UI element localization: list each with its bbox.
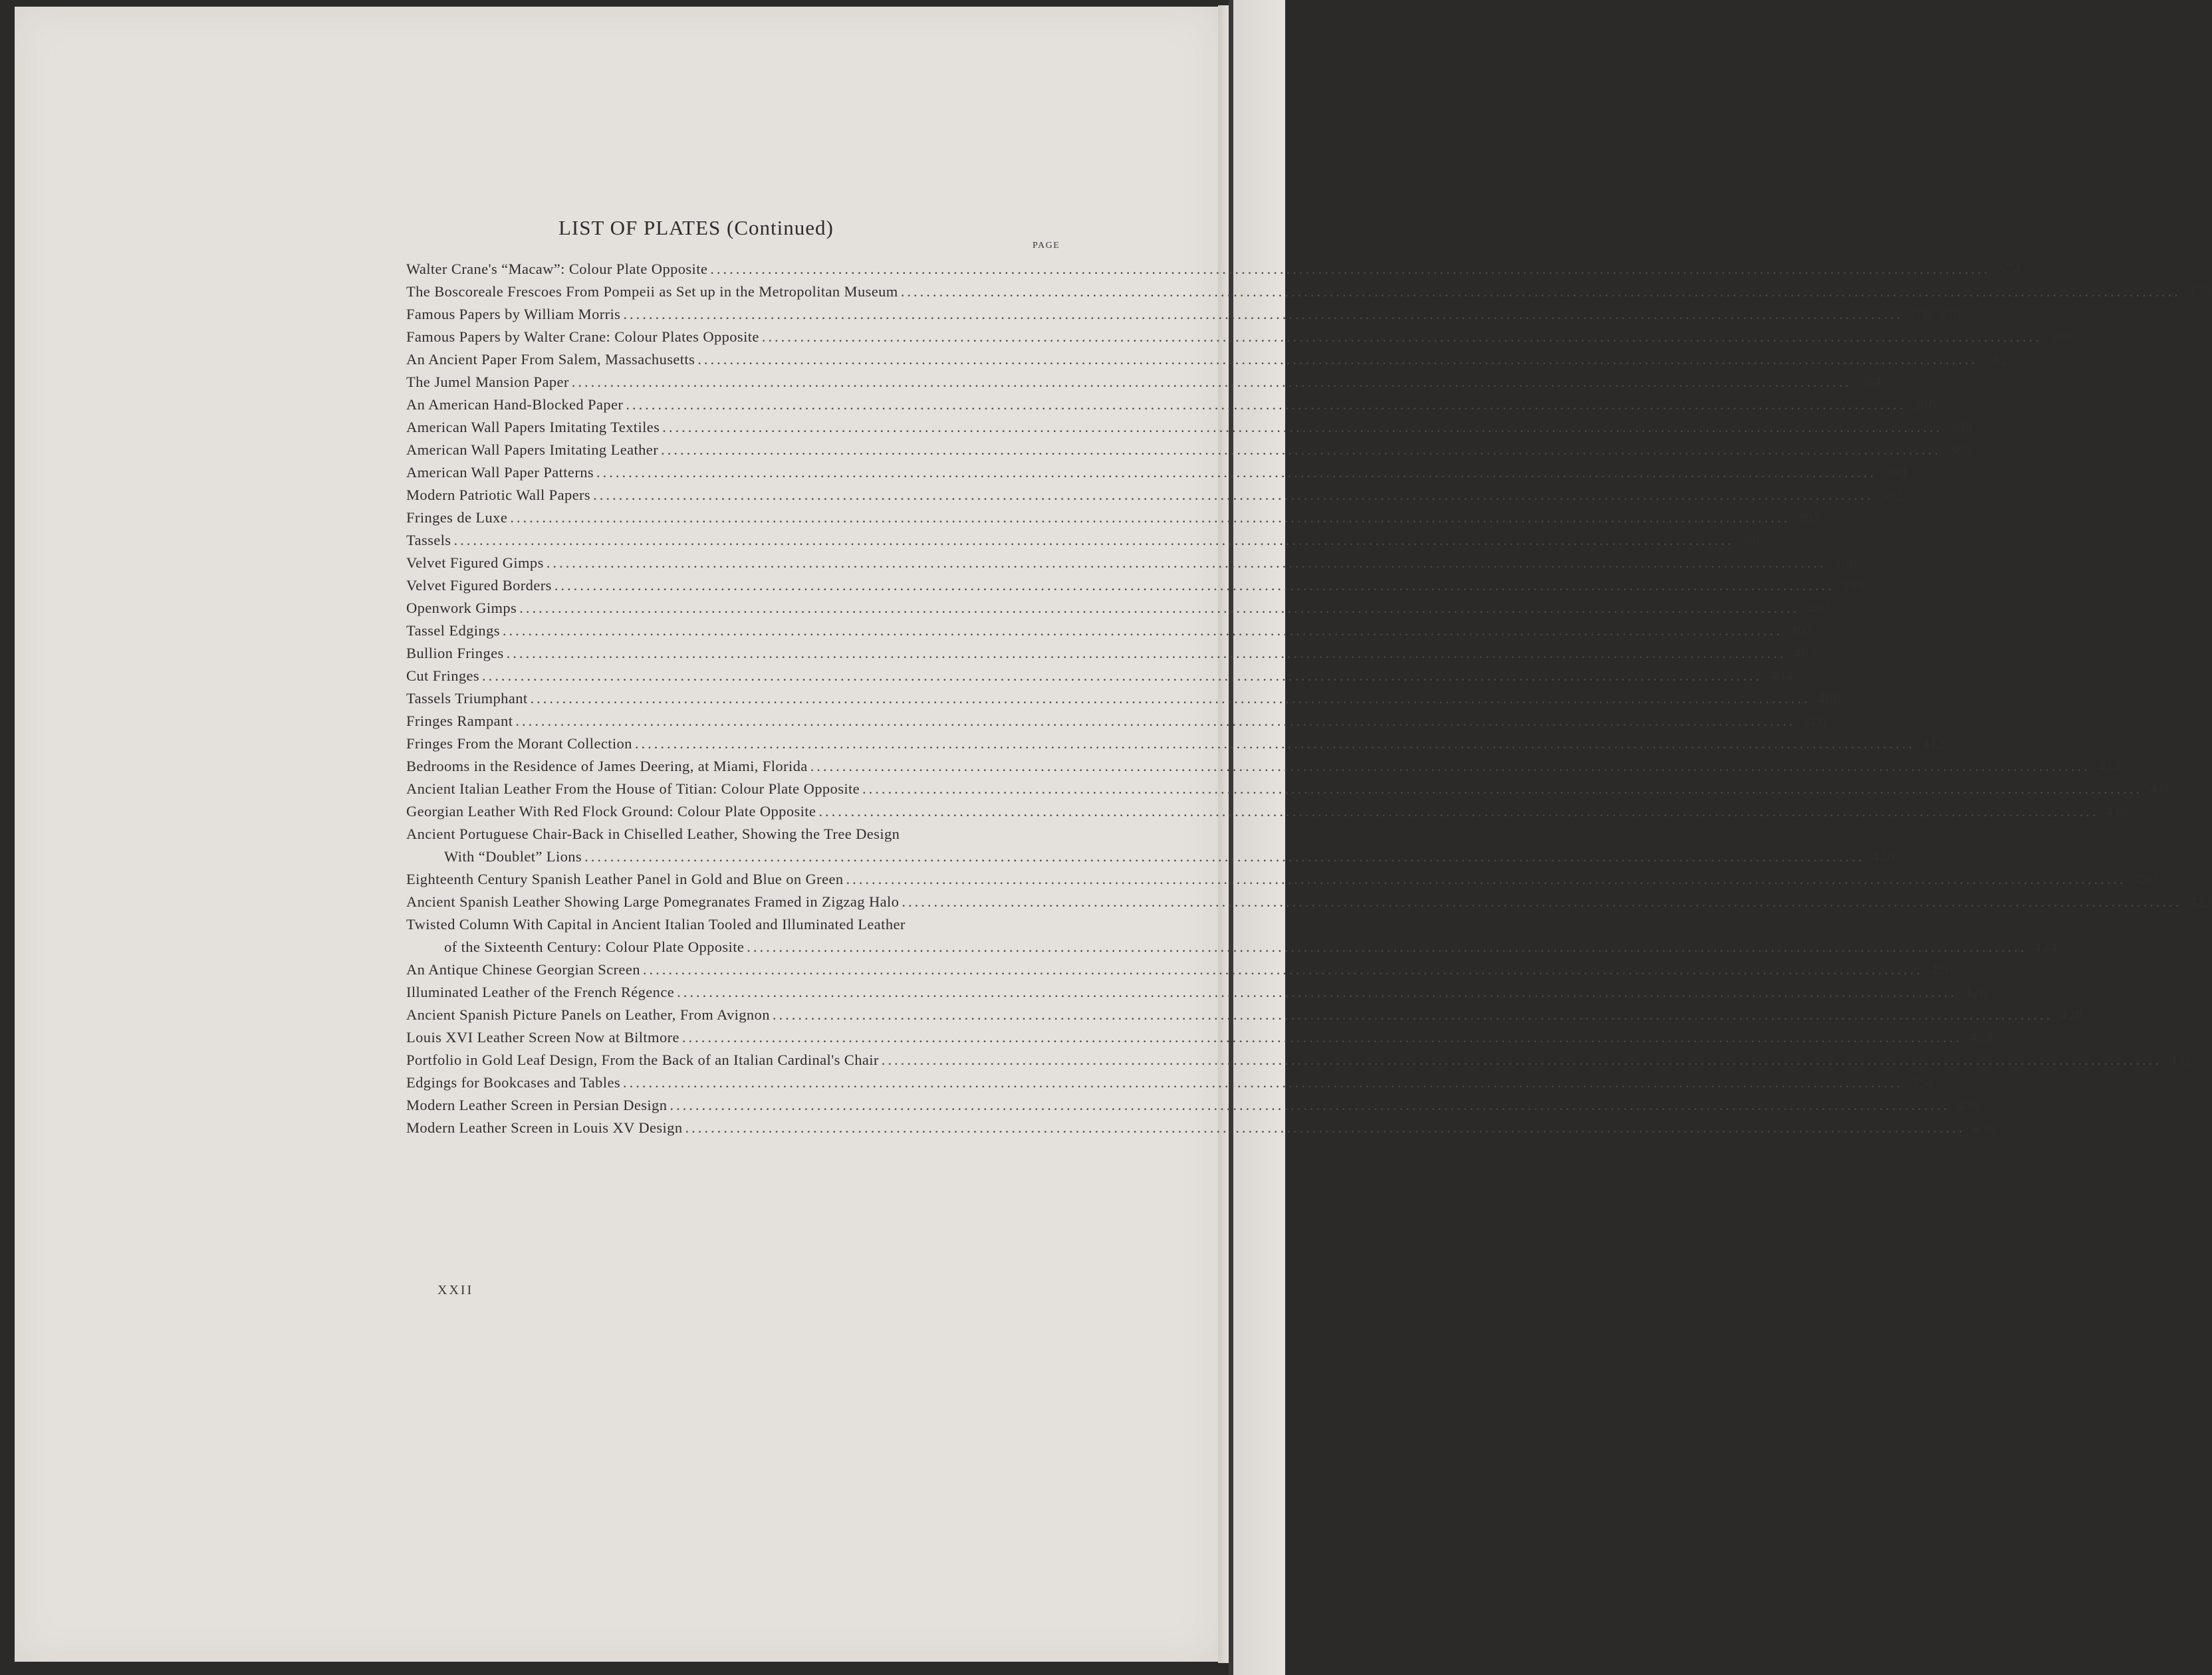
entry-page: 429 xyxy=(1969,1029,1993,1046)
page-edge xyxy=(1218,5,1229,1663)
dot-leader: ........................................................................................................................................................................................................ xyxy=(596,464,1877,481)
entry-title: Eighteenth Century Spanish Leather Panel in Gold and Blue on Green xyxy=(406,871,844,887)
dot-leader: ........................................................................................................................................................................................................ xyxy=(482,667,1763,684)
entry-page: 426 xyxy=(1964,984,1988,1000)
entry-title: Openwork Gimps xyxy=(406,600,517,616)
entry-page: 432 xyxy=(2168,1052,2192,1068)
entry-title: Famous Papers by Walter Crane: Colour Plates Opposite xyxy=(406,328,759,345)
entry-page: 400 xyxy=(1806,600,1830,616)
entry-continuation-line xyxy=(406,936,2058,958)
entry-title: Bullion Fringes xyxy=(406,645,504,661)
dot-leader: ........................................................................................................................................................................................................ xyxy=(642,961,1923,978)
dot-leader: ........................................................................................................................................................................................................ xyxy=(685,1119,1965,1136)
entry-page: 382 xyxy=(1985,351,2009,368)
list-item xyxy=(406,1026,1993,1049)
entry-page: 399 xyxy=(1841,577,1865,594)
dot-leader: ........................................................................................................................................................................................................ xyxy=(510,509,1790,526)
entry-title: Louis XVI Leather Screen Now at Biltmore xyxy=(406,1029,679,1046)
entry-page: 398 xyxy=(1833,554,1857,571)
dot-leader: ........................................................................................................................................................................................................ xyxy=(881,1052,2161,1068)
entry-title: Bedrooms in the Residence of James Deering, at Miami, Florida xyxy=(406,758,808,774)
dot-leader: ........................................................................................................................................................................................................ xyxy=(554,577,1834,594)
entry-page: 378, 379 xyxy=(1907,306,1962,322)
entry-title: The Boscoreale Frescoes From Pompeii as Set up in the Metropolitan Museum xyxy=(406,283,898,300)
list-item xyxy=(406,778,2173,800)
list-item xyxy=(406,868,2157,891)
dot-leader: ........................................................................................................................................................................................................ xyxy=(571,374,1852,390)
entry-page: 388 xyxy=(1949,419,1973,435)
entry-page: 386 xyxy=(1913,396,1937,413)
entry-title: Tassels Triumphant xyxy=(406,690,528,707)
dot-leader: ........................................................................................................................................................................................................ xyxy=(519,600,1800,616)
entry-title: Cut Fringes xyxy=(406,667,480,684)
entry-title: Fringes de Luxe xyxy=(406,509,508,526)
list-item xyxy=(406,642,1817,665)
entry-title: Edgings for Bookcases and Tables xyxy=(406,1074,620,1091)
entry-page: 402 xyxy=(1789,622,1813,639)
entry-page: 376 xyxy=(2187,283,2211,300)
dot-leader: ........................................................................................................................................................................................................ xyxy=(623,1074,1903,1091)
dot-leader: ........................................................................................................................................................................................................ xyxy=(862,780,2143,797)
entry-page: 436 xyxy=(1957,1097,1981,1113)
list-item xyxy=(406,619,1813,642)
dot-leader: ........................................................................................................................................................................................................ xyxy=(584,848,1865,865)
dot-leader: ........................................................................................................................................................................................................ xyxy=(662,419,1943,435)
entry-title: Georgian Leather With Red Flock Ground: Colour Plate Opposite xyxy=(406,803,816,820)
dot-leader: ........................................................................................................................................................................................................ xyxy=(515,713,1796,729)
entry-page: 380 xyxy=(2048,328,2072,345)
plates-list xyxy=(406,258,2212,1139)
dot-leader: ........................................................................................................................................................................................................ xyxy=(593,487,1874,503)
list-item xyxy=(406,1004,2083,1026)
page-number: XXII xyxy=(437,1283,474,1297)
list-item xyxy=(406,393,1937,416)
entry-page: 416 xyxy=(2150,780,2173,797)
entry-page: 403 xyxy=(1793,645,1817,661)
entry-page: 420 xyxy=(2133,871,2157,887)
entry-title: American Wall Paper Patterns xyxy=(406,464,594,481)
entry-title: Velvet Figured Gimps xyxy=(406,554,544,571)
entry-page: 406 xyxy=(1817,690,1841,707)
entry-title: Famous Papers by William Morris xyxy=(406,306,621,322)
list-item xyxy=(406,1049,2192,1071)
entry-title: Portfolio in Gold Leaf Design, From the Back of an Italian Cardinal's Chair xyxy=(406,1052,879,1068)
entry-continuation: of the Sixteenth Century: Colour Plate Opposite xyxy=(444,939,745,955)
entry-page: 436 xyxy=(1972,1119,1996,1136)
list-item xyxy=(406,800,2130,823)
list-item xyxy=(406,755,2121,778)
entry-page: 412 xyxy=(1921,735,1945,752)
dot-leader: ........................................................................................................................................................................................................ xyxy=(546,554,1826,571)
entry-page: 414 xyxy=(2097,758,2121,774)
list-item xyxy=(406,303,1962,326)
list-item xyxy=(406,732,1945,755)
entry-title: Modern Patriotic Wall Papers xyxy=(406,487,591,503)
dot-leader: ........................................................................................................................................................................................................ xyxy=(818,803,2099,820)
page-title: LIST OF PLATES (Continued) xyxy=(558,216,834,239)
list-item xyxy=(406,597,1830,619)
entry-page: 390 xyxy=(1884,464,1907,481)
list-item xyxy=(406,280,2211,303)
list-item xyxy=(406,461,1907,484)
dot-leader: ........................................................................................................................................................................................................ xyxy=(846,871,2126,887)
list-item xyxy=(406,665,1793,687)
dot-leader: ........................................................................................................................................................................................................ xyxy=(810,758,2090,774)
dot-leader: ........................................................................................................................................................................................................ xyxy=(697,351,1978,368)
list-item xyxy=(406,981,1988,1004)
entry-title: Twisted Column With Capital in Ancient Italian Tooled and Illuminated Leather xyxy=(406,916,906,933)
entry-page: 392 xyxy=(1880,487,1904,503)
entry-title: An Antique Chinese Georgian Screen xyxy=(406,961,640,978)
list-item xyxy=(406,574,1865,597)
list-item xyxy=(406,710,1826,732)
dot-leader: ........................................................................................................................................................................................................ xyxy=(747,939,2027,955)
entry-title: Ancient Spanish Picture Panels on Leather, From Avignon xyxy=(406,1006,770,1023)
entry-title: Ancient Portuguese Chair-Back in Chiselled Leather, Showing the Tree Design xyxy=(406,826,900,842)
entry-page: 428 xyxy=(2059,1006,2083,1023)
list-item xyxy=(406,891,2212,913)
entry-page: 422 xyxy=(2189,893,2212,910)
entry-page: 410 xyxy=(1802,713,1826,729)
dot-leader: ........................................................................................................................................................................................................ xyxy=(670,1097,1950,1113)
page-column-label: PAGE xyxy=(1033,241,1060,251)
list-item xyxy=(406,348,2009,371)
entry-page: 424 xyxy=(2034,939,2058,955)
entry-page: 395 xyxy=(1797,509,1821,526)
entry-title: Modern Leather Screen in Persian Design xyxy=(406,1097,668,1113)
dot-leader: ........................................................................................................................................................................................................ xyxy=(677,984,1957,1000)
list-item xyxy=(406,687,1841,710)
list-item xyxy=(406,1071,1933,1094)
adjacent-page xyxy=(1233,0,1285,1675)
entry-title: Velvet Figured Borders xyxy=(406,577,552,594)
entry-continuation: With “Doublet” Lions xyxy=(444,848,582,865)
entry-title: American Wall Papers Imitating Textiles xyxy=(406,419,660,435)
entry-page: 389 xyxy=(1948,441,1972,458)
dot-leader: ........................................................................................................................................................................................................ xyxy=(661,441,1941,458)
entry-title: An American Hand-Blocked Paper xyxy=(406,396,624,413)
entry-title: Ancient Italian Leather From the House of Titian: Colour Plate Opposite xyxy=(406,780,860,797)
entry-page: 396 xyxy=(1741,532,1765,548)
entry-title: Ancient Spanish Leather Showing Large Pomegranates Framed in Zigzag Halo xyxy=(406,893,900,910)
entry-continuation-line xyxy=(406,845,1896,868)
dot-leader: ........................................................................................................................................................................................................ xyxy=(502,622,1782,639)
entry-page: 418 xyxy=(2106,803,2130,820)
list-item xyxy=(406,1117,1996,1139)
entry-page: 374 xyxy=(1997,261,2021,277)
entry-title: Modern Leather Screen in Louis XV Design xyxy=(406,1119,683,1136)
dot-leader: ........................................................................................................................................................................................................ xyxy=(623,306,1904,322)
entry-title: Fringes Rampant xyxy=(406,713,513,729)
dot-leader: ........................................................................................................................................................................................................ xyxy=(453,532,1734,548)
list-item xyxy=(406,371,1882,393)
entry-page: 404 xyxy=(1769,667,1793,684)
entry-title: Illuminated Leather of the French Régence xyxy=(406,984,675,1000)
list-item xyxy=(406,552,1857,574)
list-item xyxy=(406,326,2072,348)
list-item xyxy=(406,1094,1981,1117)
dot-leader: ........................................................................................................................................................................................................ xyxy=(772,1006,2052,1023)
dot-leader: ........................................................................................................................................................................................................ xyxy=(710,261,1991,277)
book-gutter xyxy=(1229,0,1233,1675)
entry-page: 434 xyxy=(1910,1074,1933,1091)
list-item xyxy=(406,258,2021,280)
entry-title: Tassels xyxy=(406,532,451,548)
dot-leader: ........................................................................................................................................................................................................ xyxy=(681,1029,1962,1046)
list-item xyxy=(406,958,1953,981)
list-item xyxy=(406,913,2058,958)
entry-title: Fringes From the Morant Collection xyxy=(406,735,632,752)
dot-leader: ........................................................................................................................................................................................................ xyxy=(506,645,1786,661)
list-item xyxy=(406,823,1896,868)
list-item xyxy=(406,439,1972,461)
entry-page: 384 xyxy=(1858,374,1882,390)
entry-title: Walter Crane's “Macaw”: Colour Plate Opposite xyxy=(406,261,708,277)
dot-leader: ........................................................................................................................................................................................................ xyxy=(530,690,1810,707)
entry-title: An Ancient Paper From Salem, Massachusetts xyxy=(406,351,695,368)
dot-leader: ........................................................................................................................................................................................................ xyxy=(634,735,1915,752)
entry-title: Tassel Edgings xyxy=(406,622,500,639)
entry-title: The Jumel Mansion Paper xyxy=(406,374,569,390)
entry-page: 426 xyxy=(1929,961,1953,978)
list-item xyxy=(406,506,1821,529)
list-item xyxy=(406,416,1973,439)
entry-title: American Wall Papers Imitating Leather xyxy=(406,441,659,458)
entry-page: 420 xyxy=(1872,848,1896,865)
dot-leader: ........................................................................................................................................................................................................ xyxy=(900,283,2181,300)
list-item xyxy=(406,484,1904,506)
dot-leader: ........................................................................................................................................................................................................ xyxy=(626,396,1906,413)
list-item xyxy=(406,529,1765,552)
dot-leader: ........................................................................................................................................................................................................ xyxy=(761,328,2042,345)
dot-leader: ........................................................................................................................................................................................................ xyxy=(902,893,2182,910)
